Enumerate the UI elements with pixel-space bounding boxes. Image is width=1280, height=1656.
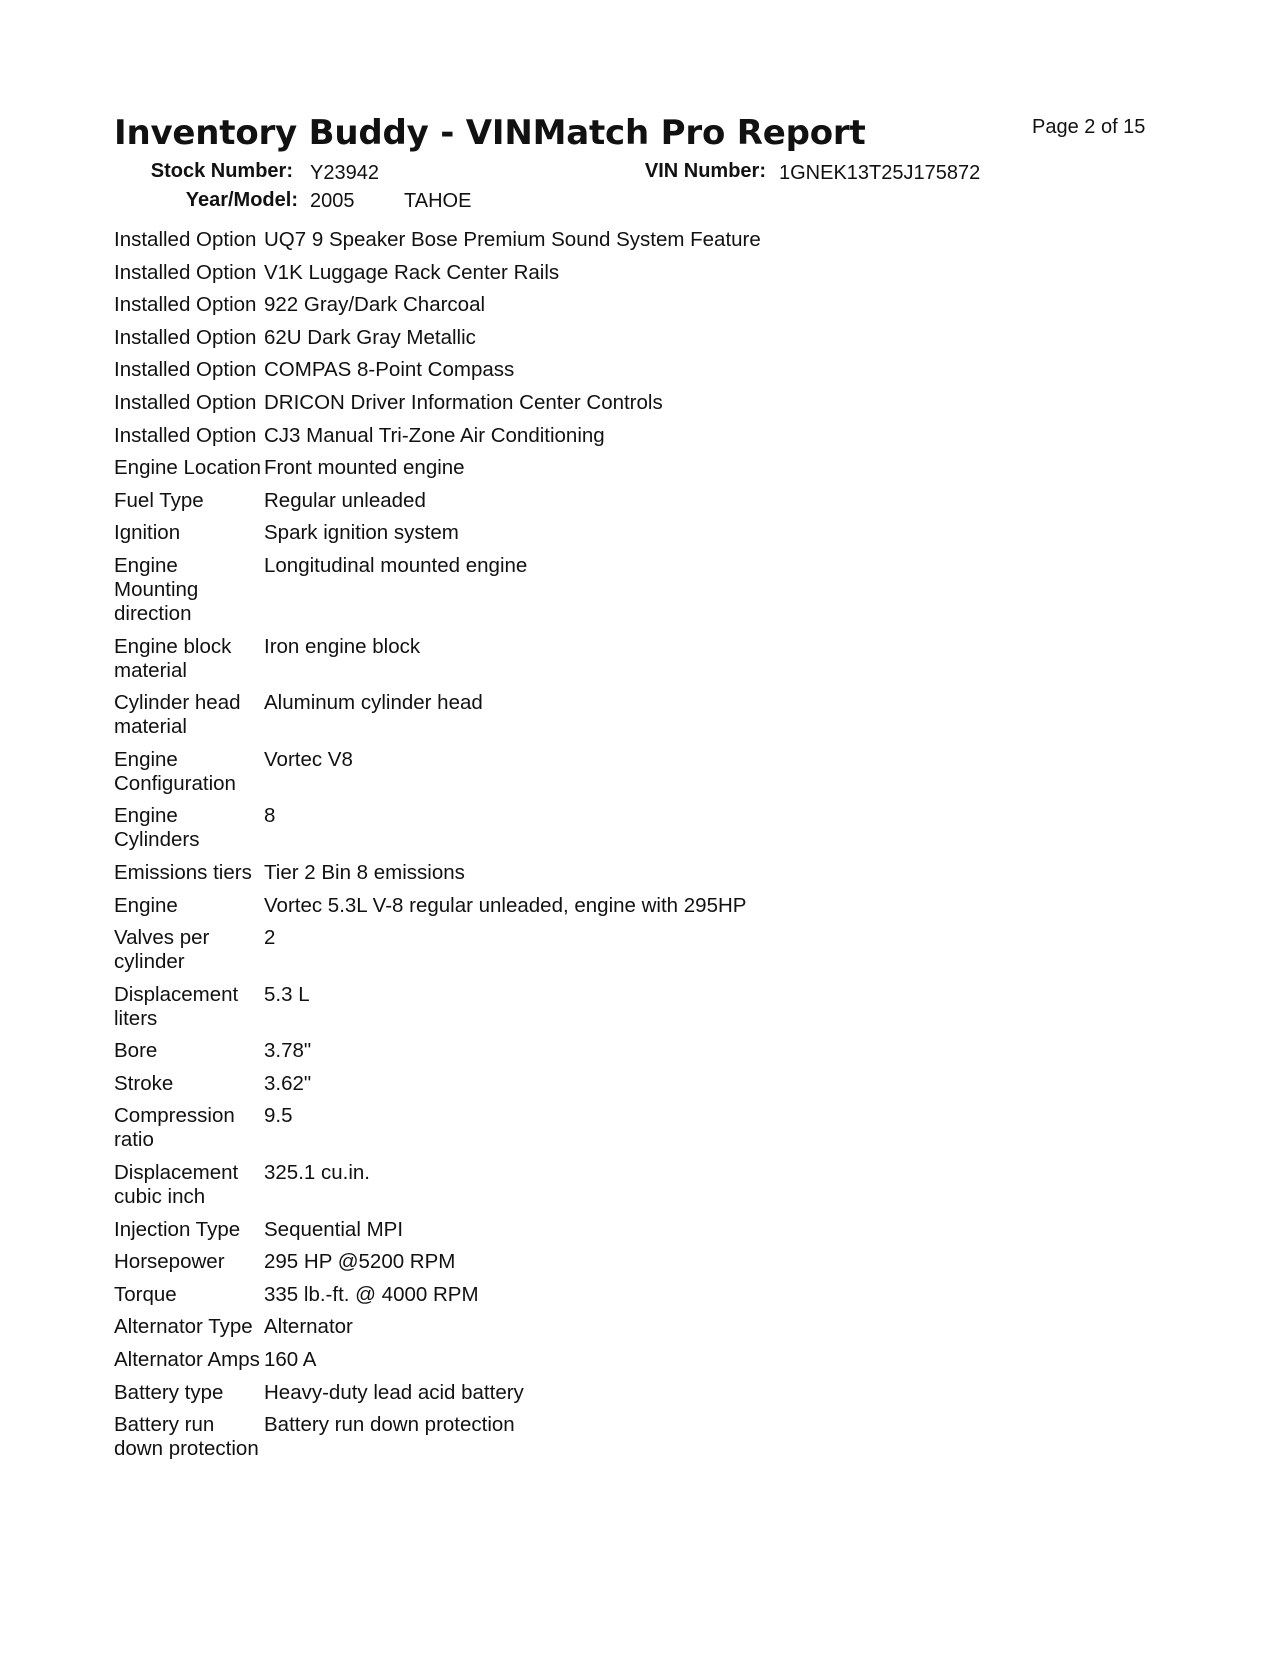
model-value: TAHOE xyxy=(404,190,472,212)
spec-row xyxy=(114,635,1074,683)
spec-row xyxy=(114,1413,1074,1461)
row-value: Battery run down protection xyxy=(264,1413,515,1437)
row-label: Cylinder head material xyxy=(114,691,241,739)
row-value: 325.1 cu.in. xyxy=(264,1161,370,1185)
installed-option-row xyxy=(114,261,1074,285)
spec-row xyxy=(114,1218,1074,1242)
spec-row xyxy=(114,1381,1074,1405)
page-number: Page 2 of 15 xyxy=(1032,116,1146,138)
row-label: Torque xyxy=(114,1282,177,1306)
spec-row xyxy=(114,861,1074,885)
row-label: Alternator Amps xyxy=(114,1348,260,1372)
row-label: Compression ratio xyxy=(114,1104,235,1152)
row-value: Alternator xyxy=(264,1315,353,1339)
vin-number-label: VIN Number: xyxy=(644,160,766,182)
row-value: COMPAS 8-Point Compass xyxy=(264,358,515,382)
spec-row xyxy=(114,983,1074,1031)
row-label: Engine Location xyxy=(114,456,262,480)
stock-number-value: Y23942 xyxy=(310,162,379,184)
row-value: 3.62" xyxy=(264,1071,312,1095)
spec-row xyxy=(114,1315,1074,1339)
row-value: Spark ignition system xyxy=(264,521,459,545)
spec-row xyxy=(114,926,1074,974)
row-value: V1K Luggage Rack Center Rails xyxy=(264,260,560,284)
row-label: Engine block material xyxy=(114,634,232,682)
spec-row xyxy=(114,1104,1074,1152)
installed-option-row xyxy=(114,228,1074,252)
spec-list xyxy=(114,228,1074,1470)
row-label: Horsepower xyxy=(114,1250,225,1274)
row-value: 62U Dark Gray Metallic xyxy=(264,325,476,349)
spec-row xyxy=(114,456,1074,480)
row-label: Injection Type xyxy=(114,1217,241,1241)
row-label: Stroke xyxy=(114,1071,174,1095)
row-label: Installed Option xyxy=(114,358,257,382)
row-value: 160 A xyxy=(264,1348,317,1372)
spec-row xyxy=(114,554,1074,626)
row-label: Bore xyxy=(114,1039,158,1063)
installed-option-row xyxy=(114,391,1074,415)
row-value: 335 lb.-ft. @ 4000 RPM xyxy=(264,1282,479,1306)
installed-option-row xyxy=(114,293,1074,317)
row-label: Ignition xyxy=(114,521,181,545)
spec-row xyxy=(114,1250,1074,1274)
row-value: Longitudinal mounted engine xyxy=(264,553,528,577)
spec-row xyxy=(114,1348,1074,1372)
row-label: Engine xyxy=(114,893,178,917)
row-label: Valves per cylinder xyxy=(114,926,210,974)
row-value: UQ7 9 Speaker Bose Premium Sound System Feature xyxy=(264,228,761,251)
row-label: Installed Option xyxy=(114,423,257,447)
row-label: Installed Option xyxy=(114,390,257,414)
vin-number-value: 1GNEK13T25J175872 xyxy=(779,162,981,184)
spec-row xyxy=(114,804,1074,852)
row-value: 5.3 L xyxy=(264,982,310,1006)
row-label: Displacement liters xyxy=(114,982,239,1030)
installed-option-row xyxy=(114,326,1074,350)
installed-option-row xyxy=(114,424,1074,448)
row-label: Installed Option xyxy=(114,228,257,251)
row-value: 922 Gray/Dark Charcoal xyxy=(264,293,486,317)
spec-row xyxy=(114,691,1074,739)
row-value: 3.78" xyxy=(264,1039,312,1063)
row-value: Regular unleaded xyxy=(264,488,426,512)
row-value: 8 xyxy=(264,804,276,828)
row-label: Installed Option xyxy=(114,293,257,317)
row-value: Vortec V8 xyxy=(264,747,353,771)
row-value: 9.5 xyxy=(264,1104,293,1128)
spec-row xyxy=(114,1039,1074,1063)
row-value: Front mounted engine xyxy=(264,456,465,480)
report-title: Inventory Buddy - VINMatch Pro Report xyxy=(114,113,866,153)
spec-row xyxy=(114,748,1074,796)
row-label: Battery run down protection xyxy=(114,1413,259,1461)
row-value: 295 HP @5200 RPM xyxy=(264,1250,456,1274)
spec-row xyxy=(114,1283,1074,1307)
row-value: 2 xyxy=(264,926,276,950)
row-label: Engine Configuration xyxy=(114,747,236,795)
spec-row xyxy=(114,894,1074,918)
row-value: CJ3 Manual Tri-Zone Air Conditioning xyxy=(264,423,605,447)
row-value: DRICON Driver Information Center Controls xyxy=(264,390,663,414)
row-label: Alternator Type xyxy=(114,1315,253,1339)
row-value: Vortec 5.3L V-8 regular unleaded, engine with 295HP xyxy=(264,893,747,917)
year-model-label: Year/Model: xyxy=(185,189,298,211)
row-value: Tier 2 Bin 8 emissions xyxy=(264,860,465,884)
spec-row xyxy=(114,521,1074,545)
row-label: Fuel Type xyxy=(114,488,204,512)
year-value: 2005 xyxy=(310,190,355,212)
spec-row xyxy=(114,1161,1074,1209)
row-value: Sequential MPI xyxy=(264,1217,404,1241)
row-label: Displacement cubic inch xyxy=(114,1161,239,1209)
row-label: Engine Mounting direction xyxy=(114,553,199,625)
stock-number-label: Stock Number: xyxy=(150,160,293,182)
row-label: Engine Cylinders xyxy=(114,804,200,852)
row-label: Emissions tiers xyxy=(114,860,252,884)
spec-row xyxy=(114,489,1074,513)
spec-row xyxy=(114,1072,1074,1096)
row-label: Installed Option xyxy=(114,260,257,284)
row-value: Aluminum cylinder head xyxy=(264,691,483,715)
installed-option-row xyxy=(114,358,1074,382)
row-label: Battery type xyxy=(114,1380,224,1404)
row-label: Installed Option xyxy=(114,325,257,349)
row-value: Iron engine block xyxy=(264,634,421,658)
row-value: Heavy-duty lead acid battery xyxy=(264,1380,524,1404)
